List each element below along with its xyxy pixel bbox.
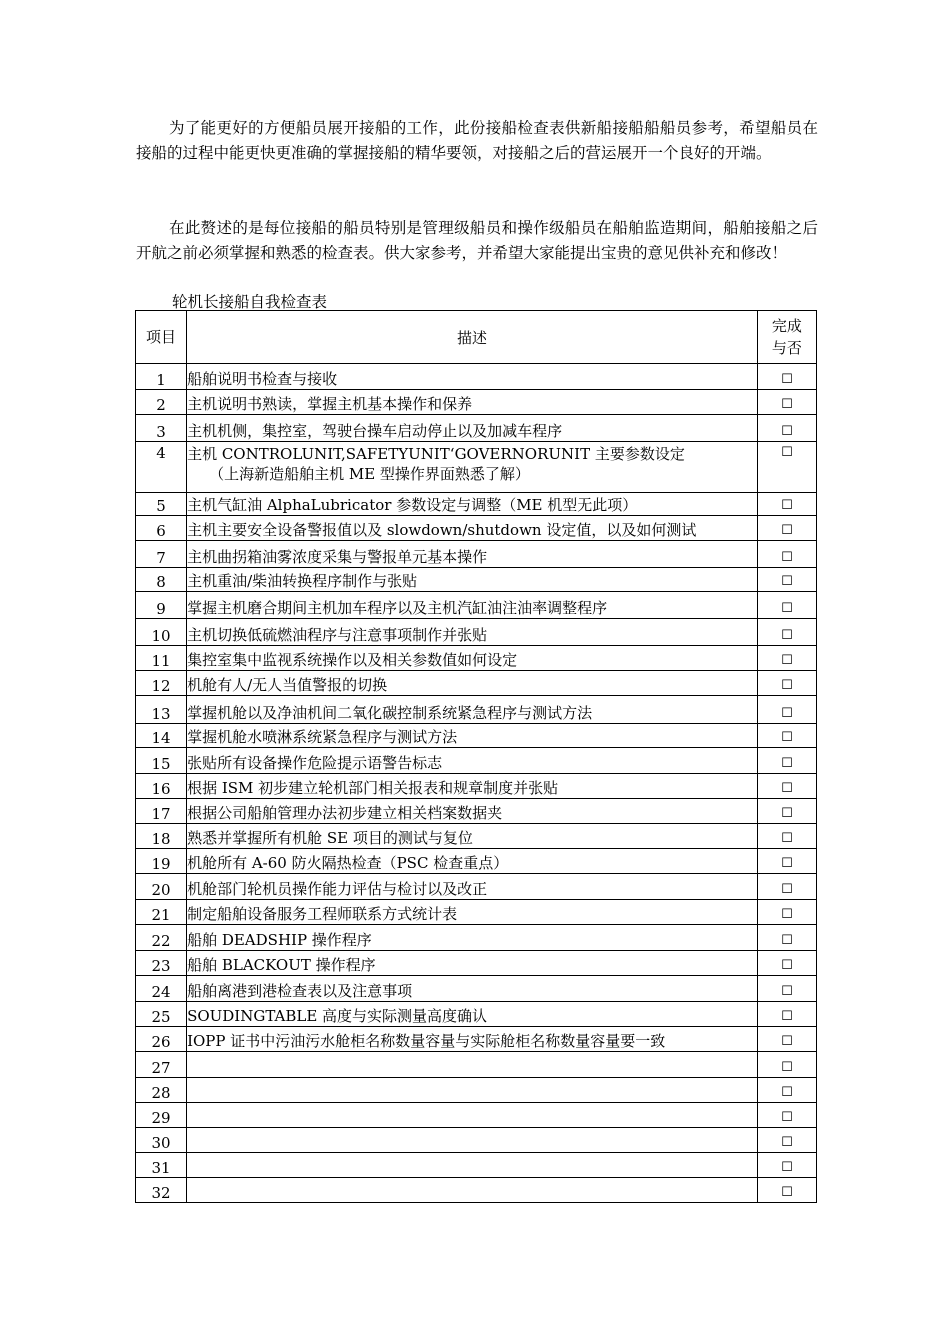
checkbox-icon[interactable]: ☐ (781, 958, 793, 973)
item-number: 31 (136, 1153, 187, 1178)
item-description (187, 364, 758, 390)
completion-cell (757, 951, 816, 976)
item-description-text: 张贴所有设备操作危险提示语警告标志 (187, 754, 443, 772)
checkbox-icon[interactable]: ☐ (781, 574, 793, 589)
item-description (187, 1002, 758, 1027)
table-row (136, 671, 817, 696)
item-description-text: 机舱所有 A-60 防火隔热检查（PSC 检查重点） (187, 854, 509, 872)
intro-paragraph-1: 为了能更好的方便船员展开接船的工作，此份接船检查表供新船接船船船员参考，希望船员在接船的过程中能更快更准确的掌握接船的精华要领，对接船之后的营运展开一个良好的开端。 (136, 119, 818, 162)
item-number: 4 (136, 442, 187, 493)
table-row (136, 592, 817, 619)
table-row (136, 900, 817, 925)
item-description-text: 船舶说明书检查与接收 (187, 370, 338, 388)
item-description (187, 1027, 758, 1052)
completion-cell (757, 1178, 816, 1203)
item-description (187, 774, 758, 799)
item-number: 9 (136, 592, 187, 619)
item-description (187, 671, 758, 696)
completion-cell (757, 1052, 816, 1078)
item-number: 30 (136, 1128, 187, 1153)
item-number: 11 (136, 646, 187, 671)
item-description (187, 1153, 758, 1178)
item-description-text: 掌握主机磨合期间主机加车程序以及主机汽缸油注油率调整程序 (187, 599, 608, 617)
item-description (187, 1103, 758, 1128)
completion-cell (757, 1002, 816, 1027)
item-description (187, 493, 758, 516)
completion-cell (757, 874, 816, 900)
item-number: 24 (136, 976, 187, 1002)
item-description-text: 制定船舶设备服务工程师联系方式统计表 (187, 905, 458, 923)
item-description-text: 船舶 DEADSHIP 操作程序 (187, 931, 372, 949)
checkbox-icon[interactable]: ☐ (781, 856, 793, 871)
completion-cell (757, 415, 816, 442)
item-description-text: 主机气缸油 AlphaLubricator 参数设定与调整（ME 机型无此项） (187, 496, 638, 514)
completion-cell (757, 568, 816, 592)
item-description (187, 696, 758, 724)
completion-cell (757, 774, 816, 799)
item-description-text: 掌握机舱水喷淋系统紧急程序与测试方法 (187, 728, 458, 746)
completion-cell (757, 1128, 816, 1153)
table-row (136, 925, 817, 951)
completion-cell (757, 925, 816, 951)
table-row (136, 874, 817, 900)
item-description (187, 824, 758, 849)
completion-cell (757, 696, 816, 724)
item-description-text: 机舱有人/无人当值警报的切换 (187, 676, 388, 694)
item-description-text: SOUDINGTABLE 高度与实际测量高度确认 (187, 1007, 488, 1025)
completion-cell (757, 390, 816, 415)
checkbox-icon[interactable]: ☐ (781, 498, 793, 513)
checkbox-icon[interactable]: ☐ (781, 706, 793, 721)
item-description-text: 机舱部门轮机员操作能力评估与检讨以及改正 (187, 880, 488, 898)
table-row (136, 364, 817, 390)
item-description (187, 976, 758, 1002)
item-number: 1 (136, 364, 187, 390)
item-number: 7 (136, 541, 187, 568)
table-row (136, 442, 817, 493)
item-description (187, 849, 758, 874)
completion-cell (757, 900, 816, 925)
item-description-text: 熟悉并掌握所有机舱 SE 项目的测试与复位 (187, 829, 473, 847)
item-number: 2 (136, 390, 187, 415)
item-number: 19 (136, 849, 187, 874)
table-row (136, 1027, 817, 1052)
table-row (136, 1078, 817, 1103)
table-row (136, 976, 817, 1002)
item-description-text: 掌握机舱以及净油机间二氧化碳控制系统紧急程序与测试方法 (187, 704, 593, 722)
table-row (136, 696, 817, 724)
checkbox-icon[interactable]: ☐ (781, 933, 793, 948)
item-description-text: 主机主要安全设备警报值以及 slowdown/shutdown 设定值，以及如何测试 (187, 521, 697, 539)
completion-cell (757, 748, 816, 774)
checkbox-icon[interactable]: ☐ (781, 372, 793, 387)
checkbox-icon[interactable]: ☐ (781, 601, 793, 616)
table-row (136, 390, 817, 415)
item-number: 8 (136, 568, 187, 592)
completion-cell (757, 671, 816, 696)
item-description (187, 925, 758, 951)
checkbox-icon[interactable]: ☐ (781, 397, 793, 412)
table-row (136, 415, 817, 442)
table-row (136, 541, 817, 568)
item-number: 15 (136, 748, 187, 774)
checkbox-icon[interactable]: ☐ (781, 1085, 793, 1100)
item-description-text: 主机机侧，集控室，驾驶台操车启动停止以及加减车程序 (187, 422, 563, 440)
item-description (187, 951, 758, 976)
item-number: 5 (136, 493, 187, 516)
completion-cell (757, 364, 816, 390)
completion-cell (757, 1103, 816, 1128)
checkbox-icon[interactable]: ☐ (781, 523, 793, 538)
completion-cell (757, 1153, 816, 1178)
item-description (187, 568, 758, 592)
table-row (136, 619, 817, 646)
item-description (187, 1078, 758, 1103)
completion-cell (757, 493, 816, 516)
item-description (187, 874, 758, 900)
table-row (136, 568, 817, 592)
item-description-text: 根据 ISM 初步建立轮机部门相关报表和规章制度并张贴 (187, 779, 559, 797)
item-description-note: （上海新造船舶主机 ME 型操作界面熟悉了解） (209, 465, 530, 483)
checkbox-icon[interactable]: ☐ (781, 628, 793, 643)
checkbox-icon[interactable]: ☐ (781, 445, 793, 460)
checkbox-icon[interactable]: ☐ (781, 1185, 793, 1200)
table-row (136, 516, 817, 541)
item-number: 29 (136, 1103, 187, 1128)
item-number: 10 (136, 619, 187, 646)
item-number: 14 (136, 724, 187, 748)
item-description-text: 集控室集中监视系统操作以及相关参数值如何设定 (187, 651, 518, 669)
item-description (187, 646, 758, 671)
completion-cell (757, 724, 816, 748)
item-description (187, 748, 758, 774)
item-description (187, 415, 758, 442)
item-description (187, 516, 758, 541)
item-number: 20 (136, 874, 187, 900)
completion-cell (757, 442, 816, 493)
completion-cell (757, 592, 816, 619)
checkbox-icon[interactable]: ☐ (781, 653, 793, 668)
table-row (136, 646, 817, 671)
item-number: 25 (136, 1002, 187, 1027)
checkbox-icon[interactable]: ☐ (781, 1135, 793, 1150)
item-number: 18 (136, 824, 187, 849)
completion-cell (757, 976, 816, 1002)
completion-cell (757, 1078, 816, 1103)
item-number: 6 (136, 516, 187, 541)
item-number: 17 (136, 799, 187, 824)
item-description-text: 主机曲拐箱油雾浓度采集与警报单元基本操作 (187, 548, 488, 566)
header-item-number: 项目 (136, 311, 187, 364)
completion-cell (757, 619, 816, 646)
checkbox-icon[interactable]: ☐ (781, 1110, 793, 1125)
item-description (187, 541, 758, 568)
checklist-table (135, 310, 817, 1203)
table-row (136, 1178, 817, 1203)
item-description (187, 1178, 758, 1203)
item-description-text: 船舶离港到港检查表以及注意事项 (187, 982, 413, 1000)
item-number: 16 (136, 774, 187, 799)
table-body (136, 364, 817, 1203)
item-description (187, 619, 758, 646)
checkbox-icon[interactable]: ☐ (781, 678, 793, 693)
completion-cell (757, 849, 816, 874)
checkbox-icon[interactable]: ☐ (781, 907, 793, 922)
checkbox-icon[interactable]: ☐ (781, 424, 793, 439)
checkbox-icon[interactable]: ☐ (781, 730, 793, 745)
intro-paragraph-2: 在此赘述的是每位接船的船员特别是管理级船员和操作级船员在船舶监造期间，船舶接船之后开航之前必须掌握和熟悉的检查表。供大家参考，并希望大家能提出宝贵的意见供补充和修改！ (136, 219, 818, 262)
item-description (187, 799, 758, 824)
checkbox-icon[interactable]: ☐ (781, 1160, 793, 1175)
item-number: 23 (136, 951, 187, 976)
checkbox-icon[interactable]: ☐ (781, 1034, 793, 1049)
item-description-text: 根据公司船舶管理办法初步建立相关档案数据夹 (187, 804, 503, 822)
checkbox-icon[interactable]: ☐ (781, 831, 793, 846)
table-row (136, 849, 817, 874)
table-header-row (136, 311, 817, 364)
checkbox-icon[interactable]: ☐ (781, 1009, 793, 1024)
header-description: 描述 (187, 311, 758, 364)
item-description-text: 主机 CONTROLUNIT,SAFETYUNIT‘GOVERNORUNIT 主要参数设定 (187, 445, 685, 463)
completion-cell (757, 824, 816, 849)
item-number: 22 (136, 925, 187, 951)
table-row (136, 1153, 817, 1178)
item-number: 32 (136, 1178, 187, 1203)
table-row (136, 1002, 817, 1027)
table-row (136, 951, 817, 976)
item-number: 26 (136, 1027, 187, 1052)
item-description-text: 船舶 BLACKOUT 操作程序 (187, 956, 376, 974)
checkbox-icon[interactable]: ☐ (781, 781, 793, 796)
table-caption: 轮机长接船自我检查表 (172, 293, 328, 311)
item-description (187, 724, 758, 748)
checkbox-icon[interactable]: ☐ (781, 756, 793, 771)
item-description-text: 主机说明书熟读，掌握主机基本操作和保养 (187, 395, 473, 413)
item-description (187, 1052, 758, 1078)
table-row (136, 493, 817, 516)
item-description (187, 900, 758, 925)
checkbox-icon[interactable]: ☐ (781, 550, 793, 565)
item-number: 27 (136, 1052, 187, 1078)
item-number: 13 (136, 696, 187, 724)
checkbox-icon[interactable]: ☐ (781, 806, 793, 821)
table-row (136, 824, 817, 849)
checkbox-icon[interactable]: ☐ (781, 882, 793, 897)
table-row (136, 1103, 817, 1128)
table-row (136, 799, 817, 824)
item-description (187, 1128, 758, 1153)
item-description (187, 390, 758, 415)
table-row (136, 748, 817, 774)
completion-cell (757, 541, 816, 568)
completion-cell (757, 516, 816, 541)
checkbox-icon[interactable]: ☐ (781, 984, 793, 999)
item-number: 3 (136, 415, 187, 442)
item-number: 12 (136, 671, 187, 696)
item-description-text: 主机切换低硫燃油程序与注意事项制作并张贴 (187, 626, 488, 644)
table-row (136, 774, 817, 799)
item-description-text: IOPP 证书中污油污水舱柜名称数量容量与实际舱柜名称数量容量要一致 (187, 1032, 666, 1050)
item-description (187, 592, 758, 619)
table-row (136, 1128, 817, 1153)
table-row (136, 724, 817, 748)
completion-cell (757, 799, 816, 824)
item-description (187, 442, 758, 493)
checkbox-icon[interactable]: ☐ (781, 1060, 793, 1075)
completion-cell (757, 646, 816, 671)
completion-cell (757, 1027, 816, 1052)
table-row (136, 1052, 817, 1078)
item-number: 21 (136, 900, 187, 925)
header-completed: 完成与否 (757, 311, 816, 364)
item-description-text: 主机重油/柴油转换程序制作与张贴 (187, 572, 418, 590)
item-number: 28 (136, 1078, 187, 1103)
